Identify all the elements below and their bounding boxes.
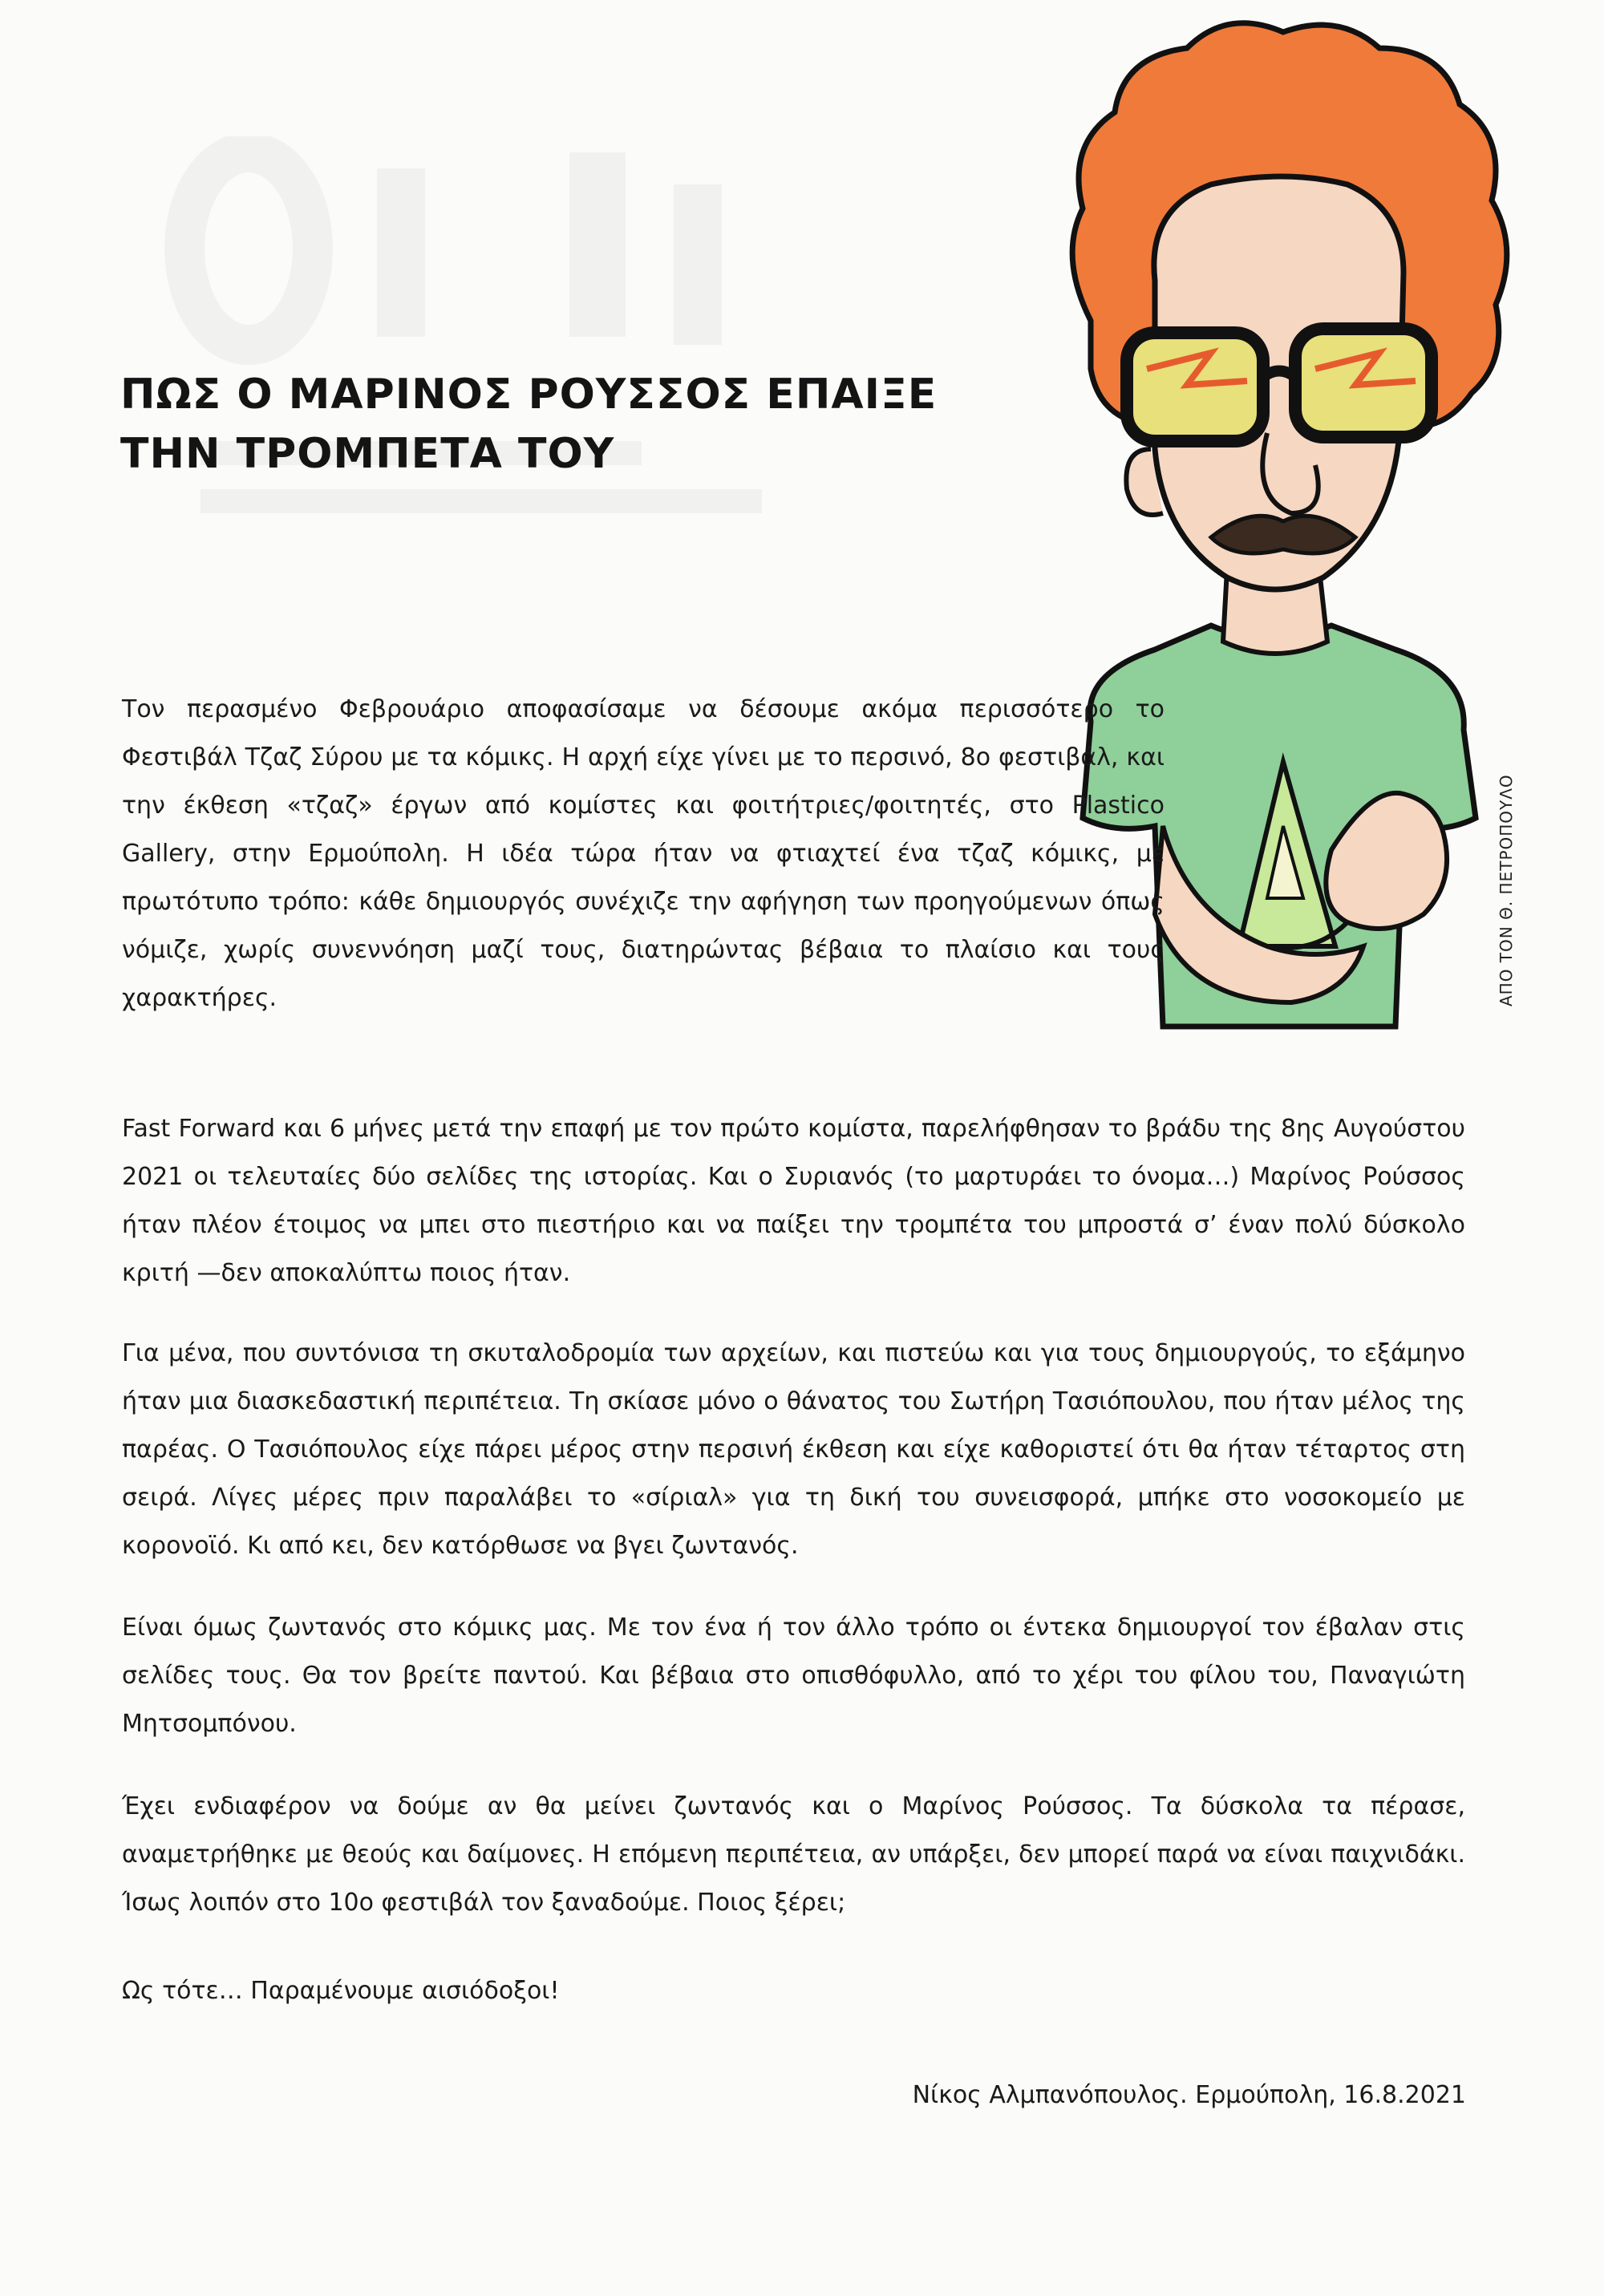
paragraph-5: Έχει ενδιαφέρον να δούμε αν θα μείνει ζωντανός και ο Μαρίνος Ρούσσος. Τα δύσκολα τα πέρασε, αναμετρήθηκε με θεούς και δαίμονες. Η επόμενη περιπέτεια, αν υπάρξει, δεν μπορεί παρά να είναι παιχνιδάκι. Ίσως λοιπόν στο 10ο φεστιβάλ τον ξαναδούμε. Ποιος ξέρει;: [122, 1792, 1465, 1917]
article-title-line-1: ΠΩΣ Ο ΜΑΡΙΝΟΣ ΡΟΥΣΣΟΣ ΕΠΑΙΞΕ: [120, 371, 938, 419]
illustration-credit: ΑΠΟ ΤΟΝ Θ. ΠΕΤΡΟΠΟΥΛΟ: [1497, 774, 1516, 1006]
article-title-line-2: ΤΗΝ ΤΡΟΜΠΕΤΑ ΤΟΥ: [120, 430, 615, 478]
author-signature: Νίκος Αλμπανόπουλος. Ερμούπολη, 16.8.2021: [912, 2081, 1466, 2109]
article-title: [120, 365, 1003, 484]
paragraph-4: Είναι όμως ζωντανός στο κόμικς μας. Με τον ένα ή τον άλλο τρόπο οι έντεκα δημιουργοί τον έβαλαν στις σελίδες τους. Θα τον βρείτε παντού. Και βέβαια στο οπισθόφυλλο, από το χέρι του φίλου του, Παναγιώτη Μητσομπόνου.: [122, 1614, 1465, 1738]
background-watermark-shapes: [152, 136, 1115, 585]
paragraph-2: Fast Forward και 6 μήνες μετά την επαφή με τον πρώτο κομίστα, παρελήφθησαν το βράδυ της 8ης Αυγούστου 2021 οι τελευταίες δύο σελίδες της ιστορίας. Και ο Συριανός (το μαρτυράει το όνομα…) Μαρίνος Ρούσσος ήταν πλέον έτοιμος να μπει στο πιεστήριο και να παίξει την τρομπέτα του μπροστά σ’ έναν πολύ δύσκολο κριτή —δεν αποκαλύπτω ποιος ήταν.: [122, 1115, 1465, 1287]
paragraph-6: Ως τότε… Παραμένουμε αισιόδοξοι!: [122, 1977, 560, 2005]
mustache: [1211, 516, 1355, 553]
paragraph-3: Για μένα, που συντόνισα τη σκυταλοδρομία των αρχείων, και πιστεύω και για τους δημιουργούς, το εξάμηνο ήταν μια διασκεδαστική περιπέτεια. Τη σκίασε μόνο ο θάνατος του Σωτήρη Τασιόπουλου, που ήταν μέλος της παρέας. Ο Τασιόπουλος είχε πάρει μέρος στην περσινή έκθεση και είχε καθοριστεί ότι θα ήταν τέταρτος στη σειρά. Λίγες μέρες πριν παραλάβει το «σίριαλ» για τη δική του συνεισφορά, μπήκε στο νοσοκομείο με κορονοϊό. Κι από κει, δεν κατόρθωσε να βγει ζωντανός.: [122, 1339, 1465, 1560]
paragraph-1: Τον περασμένο Φεβρουάριο αποφασίσαμε να δέσουμε ακόμα περισσότερο το Φεστιβάλ Τζαζ Σύρου με τα κόμικς. Η αρχή είχε γίνει με το περσινό, 8ο φεστιβάλ, και την έκθεση «τζαζ» έργων από κομίστες και φοιτήτριες/φοιτητές, στο Plastico Gallery, στην Ερμούπολη. Η ιδέα τώρα ήταν να φτιαχτεί ένα τζαζ κόμικς, με πρωτότυπο τρόπο: κάθε δημιουργός συνέχιζε την αφήγηση των προηγούμενων όπως νόμιζε, χωρίς συνεννόηση μαζί τους, διατηρώντας βέβαια το πλαίσιο και τους χαρακτήρες.: [122, 695, 1165, 1012]
